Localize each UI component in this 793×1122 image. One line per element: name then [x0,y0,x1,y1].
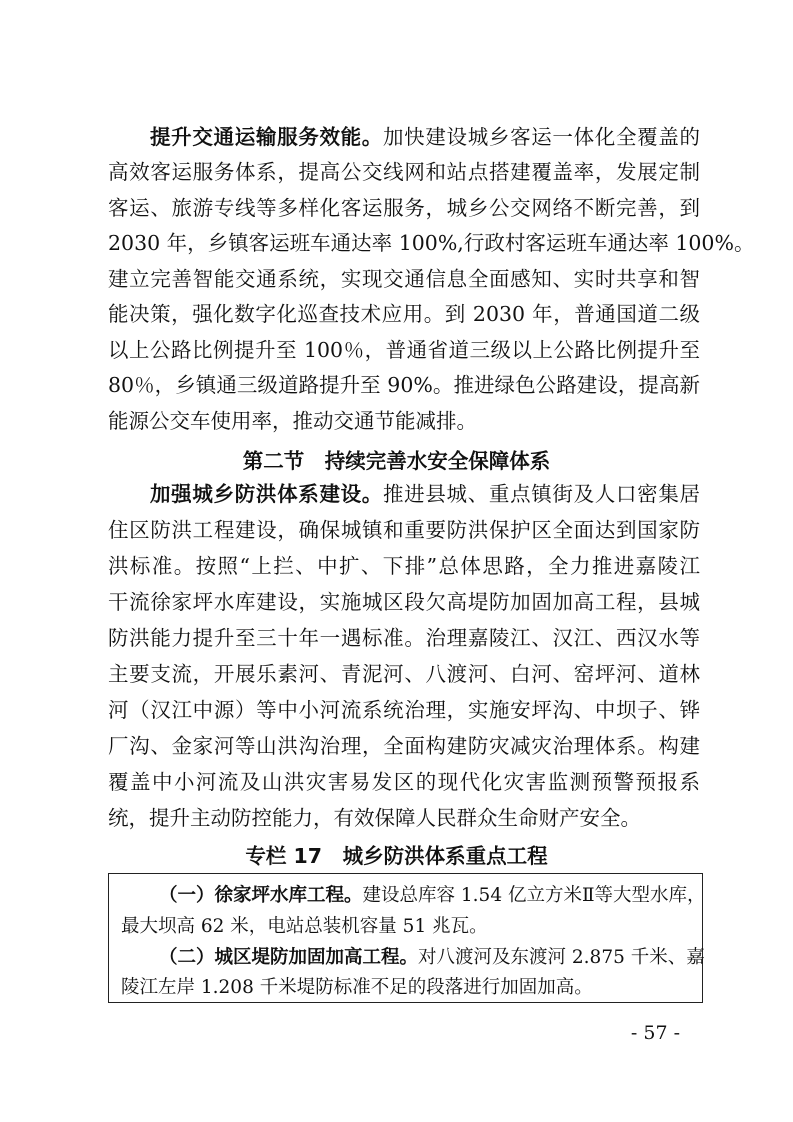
text-line: 加强城乡防洪体系建设。推进县城、重点镇街及人口密集居 [150,482,701,506]
box-line: （一）徐家坪水库工程。建设总库容 1.54 亿立方米Ⅱ等大型水库， [159,885,706,906]
key-projects-box [108,873,706,1003]
text-line: 河（汉江中源）等中小河流系统治理，实施安坪沟、中坝子、铧 [108,698,700,722]
text-line: 住区防洪工程建设，确保城镇和重要防洪保护区全面达到国家防 [108,518,700,542]
paragraph-lead: 加强城乡防洪体系建设。 [150,482,383,506]
text-line: 能源公交车使用率，推动交通节能减排。 [108,408,477,433]
text-line: 客运、旅游专线等多样化客运服务，城乡公交网络不断完善，到 [108,195,700,220]
text-line: 提升交通运输服务效能。加快建设城乡客运一体化全覆盖的 [150,125,701,149]
text-line: 覆盖中小河流及山洪灾害易发区的现代化灾害监测预警预报系 [108,770,700,794]
box-line: 陵江左岸 1.208 千米堤防标准不足的段落进行加固加高。 [121,977,593,998]
text-line: 能决策，强化数字化巡查技术应用。到 2030 年，普通国道二级 [108,302,700,326]
box-line: 最大坝高 62 米，电站总装机容量 51 兆瓦。 [121,916,488,937]
text-line: 厂沟、金家河等山洪沟治理，全面构建防灾减灾治理体系。构建 [108,734,700,758]
text-line: 以上公路比例提升至 100％，普通省道三级以上公路比例提升至 [108,337,700,362]
page-number: - 57 - [630,1022,680,1044]
text-line: 高效客运服务体系，提高公交线网和站点搭建覆盖率，发展定制 [108,160,700,184]
box-title: 专栏 17 城乡防洪体系重点工程 [245,844,548,868]
section-heading: 第二节 持续完善水安全保障体系 [242,449,551,473]
box-line: （二）城区堤防加固加高工程。对八渡河及东渡河 2.875 千米、嘉 [159,947,705,968]
text-line: 统，提升主动防控能力，有效保障人民群众生命财产安全。 [108,806,641,830]
text-line: 80％，乡镇通三级道路提升至 90%。推进绿色公路建设，提高新 [108,373,700,397]
text-line: 主要支流，开展乐素河、青泥河、八渡河、白河、窑坪河、道林 [108,662,700,686]
text-line: 干流徐家坪水库建设，实施城区段欠高堤防加固加高工程，县城 [108,590,700,614]
text-line: 防洪能力提升至三十年一遇标准。治理嘉陵江、汉江、西汉水等 [108,626,700,650]
paragraph-lead: 提升交通运输服务效能。 [150,125,383,149]
text-line: 建立完善智能交通系统，实现交通信息全面感知、实时共享和智 [108,266,700,291]
text-line: 洪标准。按照“上拦、中扩、下排”总体思路，全力推进嘉陵江 [108,554,700,578]
text-line: 2030 年，乡镇客运班车通达率 100%,行政村客运班车通达率 100%。 [108,231,755,255]
